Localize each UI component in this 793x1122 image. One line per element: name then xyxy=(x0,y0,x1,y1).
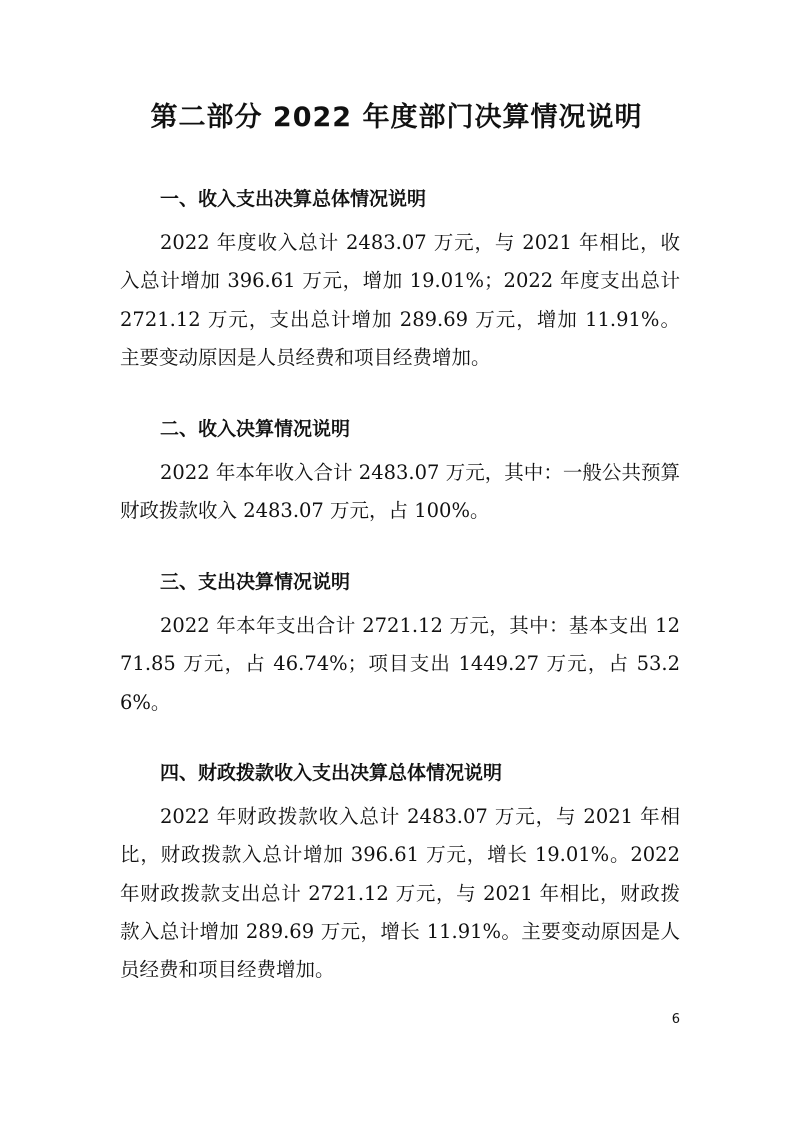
page-number: 6 xyxy=(671,1012,680,1027)
section-income-expenditure-overview xyxy=(120,184,680,377)
section-paragraph: 2022 年本年支出合计 2721.12 万元，其中：基本支出 1271.85 万元，占 46.74%；项目支出 1449.27 万元，占 53.26%。 xyxy=(120,614,680,714)
section-fiscal-appropriation-overview xyxy=(120,758,680,989)
section-paragraph: 2022 年本年收入合计 2483.07 万元，其中：一般公共预算财政拨款收入 2483.07 万元，占 100%。 xyxy=(120,461,680,523)
section-paragraph: 2022 年度收入总计 2483.07 万元，与 2021 年相比，收入总计增加 396.61 万元，增加 19.01%；2022 年度支出总计 2721.12 万元，支出总计增加 289.69 万元，增加 11.91%。主要变动原因是人员经费和项目经费增加。 xyxy=(120,231,680,369)
section-heading: 一、收入支出决算总体情况说明 xyxy=(160,188,427,210)
section-heading: 二、收入决算情况说明 xyxy=(160,418,351,440)
section-heading: 三、支出决算情况说明 xyxy=(160,571,351,593)
section-heading: 四、财政拨款收入支出决算总体情况说明 xyxy=(160,762,503,784)
section-paragraph: 2022 年财政拨款收入总计 2483.07 万元，与 2021 年相比，财政拨款入总计增加 396.61 万元，增长 19.01%。2022 年财政拨款支出总计 2721.12 万元，与 2021 年相比，财政拨款入总计增加 289.69 万元，增长 11.91%。主要变动原因是人员经费和项目经费增加。 xyxy=(120,805,680,982)
page-title: 第二部分 2022 年度部门决算情况说明 xyxy=(150,102,643,133)
section-expenditure xyxy=(120,567,680,722)
section-income xyxy=(120,414,680,531)
